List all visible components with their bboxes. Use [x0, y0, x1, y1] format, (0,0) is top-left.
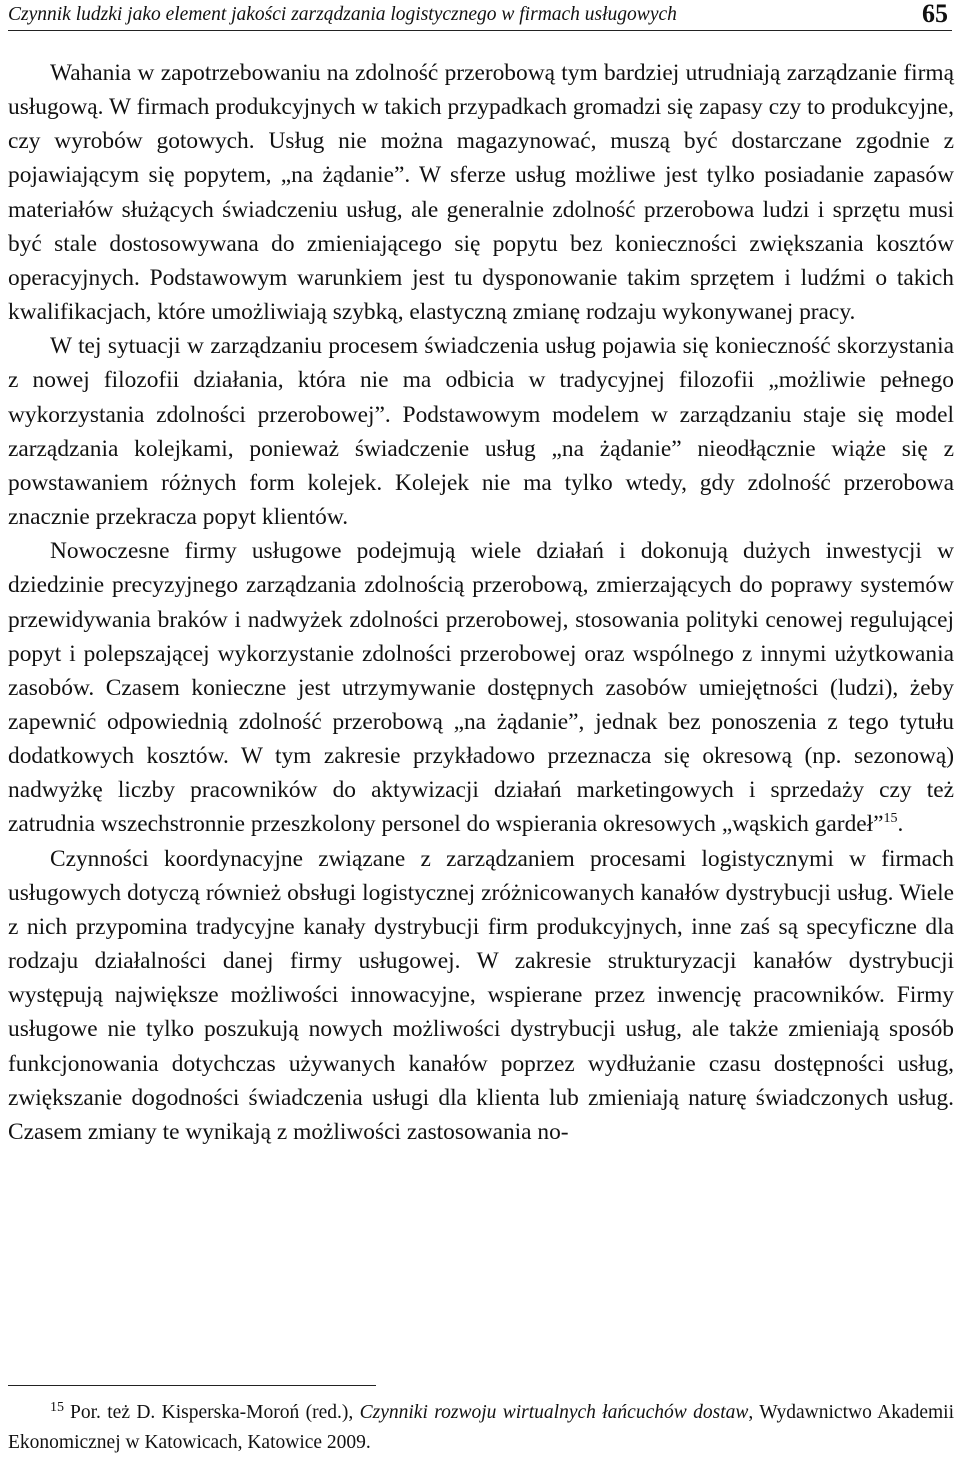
- paragraph-2-text: W tej sytuacji w zarządzaniu procesem świadczenia usług pojawia się konieczność skorzystania z nowej filozofii działania, która nie ma odbicia w tradycyjnej filozofii „możliwie pełnego wykorzystania zdolności przerobowej”. Podstawowym modelem w zarządzaniu staje się model zarządzania kolejkami, ponieważ świadczenie usług „na żądanie” nieodłącznie wiąże się z powstawaniem różnych form kolejek. Kolejek nie ma tylko wtedy, gdy zdolność przerobowa znacznie przekracza popyt klientów.: [8, 333, 954, 531]
- running-title: Czynnik ludzki jako element jakości zarządzania logistycznego w firmach usługowych: [8, 4, 677, 25]
- paragraph-1: [8, 56, 954, 329]
- footnote-book-title: Czynniki rozwoju wirtualnych łańcuchów dostaw: [359, 1402, 749, 1423]
- paragraph-3-tail: .: [897, 811, 904, 838]
- paragraph-1-text: Wahania w zapotrzebowaniu na zdolność przerobową tym bardziej utrudniają zarządzanie firmą usługową. W firmach produkcyjnych w takich przypadkach gromadzi się zapasy czy to produkcyjne, czy wyrobów gotowych. Usług nie można magazynować, muszą być dostarczane zgodnie z pojawiającym się popytem, „na żądanie”. W sferze usług możliwe jest tylko posiadanie zapasów materiałów służących świadczeniu usług, ale generalnie zdolność przerobowa ludzi i sprzętu musi być stale dostosowywana do zmieniającego się popytu bez konieczności zwiększania kosztów operacyjnych. Podstawowym warunkiem jest tu dysponowanie takim sprzętem i ludźmi o takich kwalifikacjach, które umożliwiają szybką, elastyczną zmianę rodzaju wykonywanej pracy.: [8, 60, 954, 326]
- running-header: [8, 2, 952, 31]
- paragraph-2: [8, 329, 954, 534]
- page-number: 65: [922, 0, 948, 28]
- body-text: [8, 56, 954, 1149]
- footnote-prefix: Por. też D. Kisperska-Moroń (red.),: [70, 1402, 360, 1423]
- paragraph-4-text: Czynności koordynacyjne związane z zarządzaniem procesami logistycznymi w firmach usługowych dotyczą również obsługi logistycznej zróżnicowanych kanałów dystrybucji usług. Wiele z nich przypomina tradycyjne kanały dystrybucji firm produkcyjnych, inne zaś są specyficzne dla rodzaju działalności danej firmy usługowej. W zakresie strukturyzacji kanałów dystrybucji występują największe możliwości innowacyjne, wspierane przez inwencję pracowników. Firmy usługowe nie tylko poszukują nowych możliwości dystrybucji usług, ale także zmieniają sposób funkcjonowania dotychczas używanych kanałów poprzez wydłużanie czasu dostępności usług, zwiększanie dogodności świadczenia usługi dla klienta lub zmieniają naturę świadczonych usług. Czasem zmiany te wynikają z możliwości zastosowania no-: [8, 845, 954, 1145]
- footnote-divider: [8, 1385, 376, 1386]
- paragraph-3-text: Nowoczesne firmy usługowe podejmują wiele działań i dokonują dużych inwestycji w dziedzinie precyzyjnego zarządzania zdolnością przerobową, zmierzających do poprawy systemów przewidywania braków i nadwyżek zdolności przerobowej, stosowania polityki cenowej regulującej popyt i polepszającej wykorzystanie zdolności przerobowej oraz wspólnego z innymi użytkowania zasobów. Czasem konieczne jest utrzymywanie dostępnych zasobów umiejętności (ludzi), żeby zapewnić odpowiednią zdolność przerobową „na żądanie”, jednak bez ponoszenia z tego tytułu dodatkowych kosztów. W tym zakresie przykładowo przeznacza się okresową (np. sezonową) nadwyżkę liczby pracowników do aktywizacji działań marketingowych i sprzedaży czy też zatrudnia wszechstronnie przeszkolony personel do wspierania okresowych „wąskich gardeł”: [8, 538, 954, 838]
- footnote: 15 Por. też D. Kisperska-Moroń (red.), Czynniki rozwoju wirtualnych łańcuchów dostaw, Wydawnictwo Akademii Ekonomicznej w Katowicach, Katowice 2009.: [8, 1399, 955, 1453]
- footnote-reference[interactable]: 15: [883, 811, 898, 827]
- paragraph-4: [8, 842, 954, 1149]
- footnote-suffix: , Wydawnictwo Akademii Ekonomicznej w Katowicach, Katowice 2009.: [8, 1402, 955, 1453]
- paragraph-3: [8, 534, 954, 841]
